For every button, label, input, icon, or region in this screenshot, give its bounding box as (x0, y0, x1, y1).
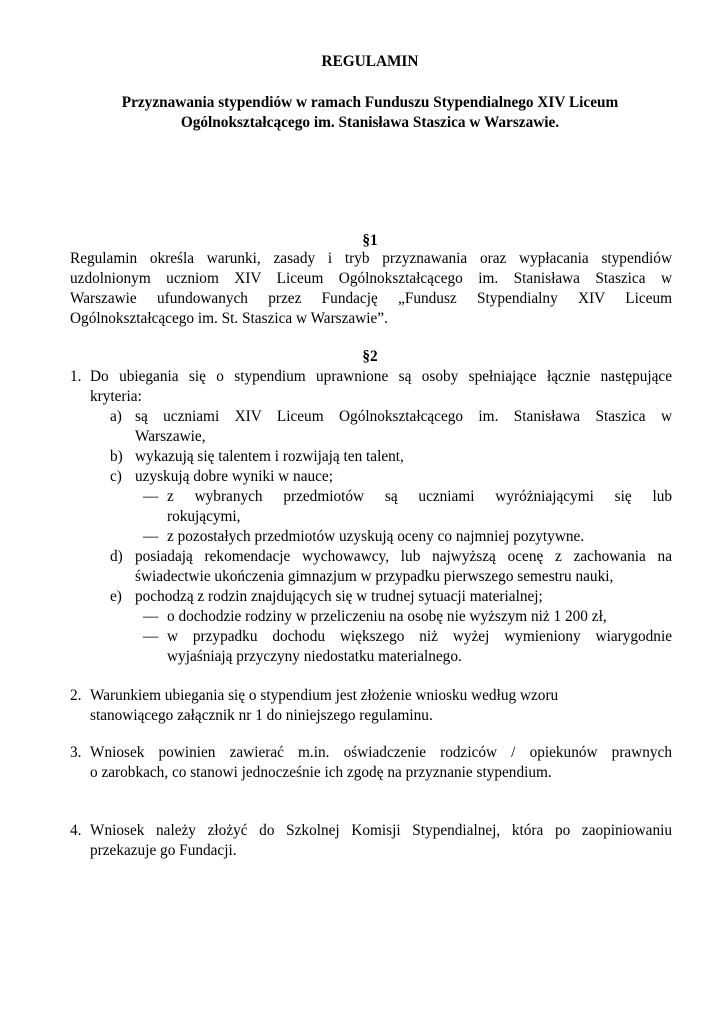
list-number: 4. (70, 822, 82, 839)
text-line: Warszawie, (135, 428, 206, 445)
list-item-text (90, 821, 672, 861)
section-2-heading: §2 (362, 348, 378, 365)
text-line: pochodzą z rodzin znajdujących się w trudnej sytuacji materialnej; (135, 588, 543, 605)
list-item-text (90, 686, 672, 726)
document-subtitle (70, 93, 670, 133)
sub-item-letter: a) (110, 408, 122, 425)
list-number: 3. (70, 744, 82, 761)
sub-item-text (135, 467, 672, 487)
text-line: wykazują się talentem i rozwijają ten talent, (135, 448, 404, 465)
sub-item-text (135, 447, 672, 467)
text-line: o dochodzie rodziny w przeliczeniu na osobę nie wyższym niż 1 200 zł, (167, 608, 607, 625)
text-line: o zarobkach, co stanowi jednocześnie ich zgodę na przyznanie stypendium. (90, 764, 552, 781)
document-title: REGULAMIN (321, 53, 419, 70)
text-line: z pozostałych przedmiotów uzyskują oceny co najmniej pozytywne. (167, 528, 585, 545)
subtitle-line: Przyznawania stypendiów w ramach Funduszu Stypendialnego XIV Liceum (121, 94, 619, 111)
text-line: z wybranych przedmiotów są uczniami wyróżniającymi się lub (167, 488, 672, 505)
paragraph-line: Ogólnokształcącego im. St. Staszica w Warszawie”. (70, 310, 388, 327)
text-line: wyjaśniają przyczyny niedostatku materialnego. (167, 648, 462, 665)
dash-bullet: — (143, 488, 159, 505)
sub-item-text (135, 587, 672, 607)
subtitle-line: Ogólnokształcącego im. Stanisława Staszica w Warszawie. (180, 114, 560, 131)
sub-item-letter: b) (110, 448, 123, 465)
paragraph-line: Regulamin określa warunki, zasady i tryb przyznawania oraz wypłacania stypendiów (70, 250, 672, 267)
text-line: są uczniami XIV Liceum Ogólnokształcącego im. Stanisława Staszica w (135, 408, 672, 425)
sub-item-text (135, 547, 672, 587)
dash-bullet: — (143, 528, 159, 545)
sub-item-letter: c) (110, 468, 122, 485)
dash-item-text (167, 527, 672, 547)
text-line: kryteria: (90, 388, 142, 405)
text-line: Warunkiem ubiegania się o stypendium jest złożenie wniosku według wzoru (90, 687, 559, 704)
text-line: Wniosek należy złożyć do Szkolnej Komisji Stypendialnej, która po zaopiniowaniu (90, 822, 672, 839)
text-line: Wniosek powinien zawierać m.in. oświadczenie rodziców / opiekunów prawnych (90, 744, 672, 761)
sub-item-letter: d) (110, 548, 123, 565)
list-number: 2. (70, 687, 82, 704)
text-line: świadectwie ukończenia gimnazjum w przypadku pierwszego semestru nauki, (135, 568, 614, 585)
dash-item-text (167, 607, 672, 627)
dash-item-text (167, 627, 672, 667)
list-number: 1. (70, 368, 82, 385)
list-item-text (90, 367, 672, 407)
sub-item-letter: e) (110, 588, 122, 605)
dash-item-text (167, 487, 672, 527)
paragraph-line: uzdolnionym uczniom XIV Liceum Ogólnokształcącego im. Stanisława Staszica w (70, 270, 672, 287)
list-item-text (90, 743, 672, 783)
text-line: przekazuje go Fundacji. (90, 842, 237, 859)
text-line: posiadają rekomendacje wychowawcy, lub najwyższą ocenę z zachowania na (135, 548, 672, 565)
text-line: uzyskują dobre wyniki w nauce; (135, 468, 333, 485)
paragraph-line: Warszawie ufundowanych przez Fundację „Fundusz Stypendialny XIV Liceum (70, 290, 672, 307)
text-line: stanowiącego załącznik nr 1 do niniejszego regulaminu. (90, 707, 433, 724)
dash-bullet: — (143, 608, 159, 625)
text-line: Do ubiegania się o stypendium uprawnione są osoby spełniające łącznie następujące (90, 368, 672, 385)
sub-item-text (135, 407, 672, 447)
section-1-heading: §1 (362, 232, 378, 249)
text-line: rokującymi, (167, 508, 241, 525)
dash-bullet: — (143, 628, 159, 645)
text-line: w przypadku dochodu większego niż wyżej wymieniony wiarygodnie (167, 628, 672, 645)
section-1-paragraph (70, 249, 672, 329)
